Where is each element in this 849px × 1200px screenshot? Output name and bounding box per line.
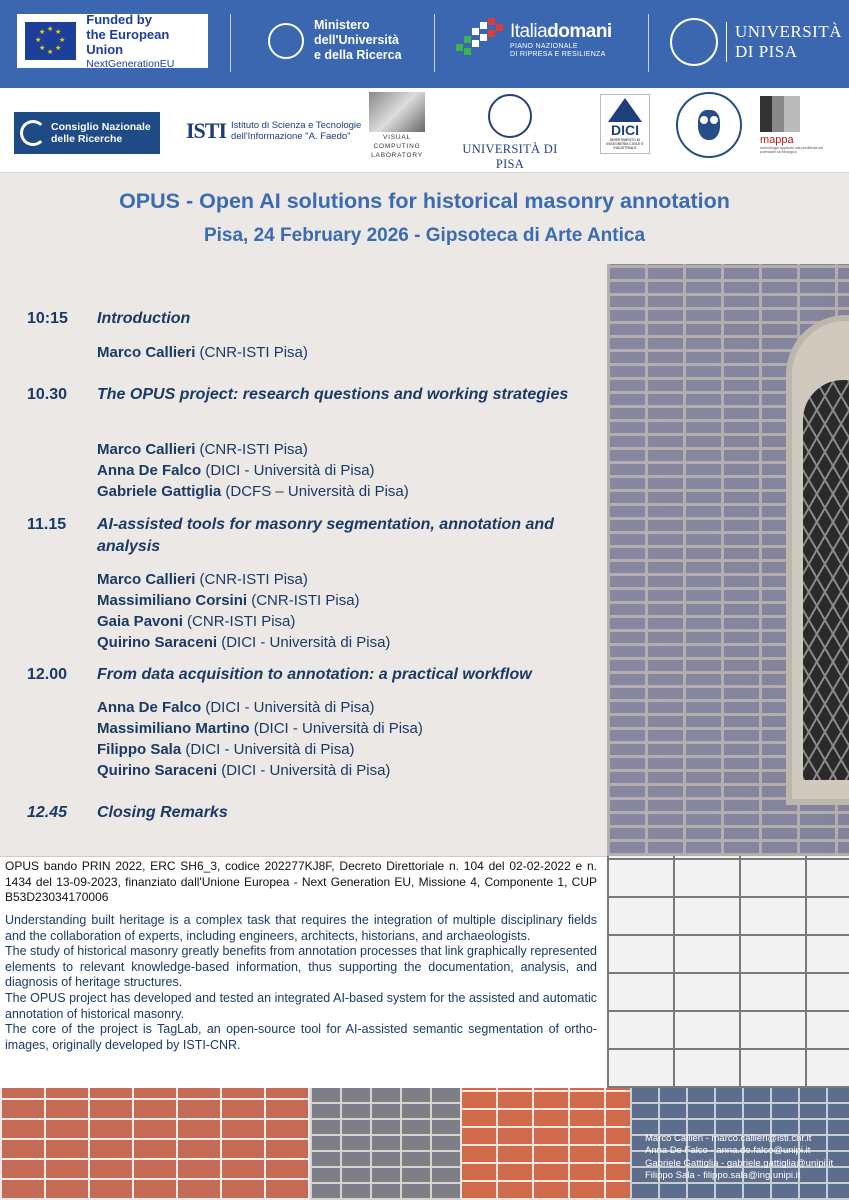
annotated-brick-image (460, 1088, 630, 1200)
vcl-logo (366, 92, 428, 159)
speaker (97, 632, 390, 653)
speaker (97, 718, 423, 739)
speaker-affiliation: (DICI - Università di Pisa) (181, 741, 355, 758)
italiadomani-sub1: PIANO NAZIONALE (510, 43, 578, 50)
speaker-name: Gabriele Gattiglia (97, 483, 222, 500)
funding-text: OPUS bando PRIN 2022, ERC SH6_3, codice 202277KJ8F, Decreto Direttoriale n. 104 del 02-02-2022 e n. 1434 del 13-09-2023, finanziato dall'Unione Europea - Next Generation EU, Missione 4, Componente 1, CUP B53D23034170006 (5, 859, 597, 904)
abstract-paragraph: The OPUS project has developed and tested an integrated AI-based system for the assisted and automatic annotation of historical masonry. (5, 990, 597, 1021)
speaker-name: Quirino Saraceni (97, 762, 218, 779)
mappa-name: mappa (760, 134, 794, 146)
speaker-name: Marco Callieri (97, 344, 196, 361)
speaker (97, 739, 355, 760)
cnr-line2: delle Ricerche (51, 133, 123, 145)
speaker (97, 760, 390, 781)
slot-title: Introduction (97, 310, 191, 327)
eu-flag-icon: ★ ★ ★ ★ ★ ★ ★ ★ (25, 22, 76, 60)
abstract-paragraph: The core of the project is TagLab, an open-source tool for AI-assisted semantic segmentation of ortho-images, originally developed by ISTI-CNR. (5, 1022, 597, 1052)
cnr-logo (14, 112, 160, 154)
isti-logo (186, 118, 361, 144)
speaker-name: Quirino Saraceni (97, 634, 218, 651)
vcl-line2: COMPUTING (373, 143, 421, 150)
contact-line: Gabriele Gattiglia - gabriele.gattiglia@unipi.it (645, 1157, 834, 1169)
mur-line1: Ministero (314, 18, 370, 32)
speaker-affiliation: (CNR-ISTI Pisa) (247, 592, 360, 609)
italian-republic-emblem-icon (268, 23, 304, 59)
unipi-logo (455, 94, 565, 172)
annotated-brick-image (0, 1088, 310, 1200)
speaker-affiliation: (DICI - Università di Pisa) (249, 720, 423, 737)
owl-icon (698, 110, 720, 140)
vcl-mark-icon (369, 92, 425, 132)
speaker-name: Anna De Falco (97, 699, 202, 716)
project-abstract (0, 912, 607, 1084)
speaker-affiliation: (CNR-ISTI Pisa) (195, 571, 308, 588)
eu-line2: the European Union (86, 26, 170, 57)
isti-line2: dell'Informazione "A. Faedo" (231, 131, 351, 142)
speaker (97, 697, 375, 718)
dici-sub: DIPARTIMENTO DI INGEGNERIA CIVILE E INDUSTRIALE (606, 138, 644, 150)
speaker-affiliation: (DICI - Università di Pisa) (201, 699, 375, 716)
speaker-name: Marco Callieri (97, 441, 196, 458)
mappa-logo (760, 96, 838, 156)
slot-title: The OPUS project: research questions and working strategies (97, 386, 569, 403)
speaker-name: Massimiliano Martino (97, 720, 250, 737)
slot-title: Closing Remarks (97, 804, 228, 821)
mur-logo (268, 18, 402, 63)
speaker-name: Anna De Falco (97, 462, 202, 479)
italiadomani-a: Italia (510, 21, 548, 42)
sponsor-banner (0, 0, 849, 88)
unipi-seal-icon (670, 18, 718, 66)
window-lattice-image (803, 380, 849, 780)
stone-masonry-image (310, 1088, 460, 1200)
slot-time: 10.30 (27, 386, 68, 403)
isti-mark: ISTI (186, 118, 227, 143)
isti-line1: Istituto di Scienza e Tecnologie (231, 120, 362, 131)
dcfs-owl-logo (676, 92, 742, 158)
speaker (97, 342, 308, 363)
divider (648, 14, 649, 72)
speaker (97, 481, 409, 502)
speaker-affiliation: (DICI - Università di Pisa) (201, 462, 375, 479)
slot-time: 12.45 (27, 804, 68, 821)
unipi-logo-top (670, 18, 842, 66)
slot-title: From data acquisition to annotation: a practical workflow (97, 666, 532, 683)
italiadomani-sub2: DI RIPRESA E RESILIENZA (510, 51, 606, 58)
abstract-paragraph: The study of historical masonry greatly benefits from annotation processes that link graphically represented elements to relevant knowledge-based information, thus supporting the documentation, analysis, and diagnosis of heritage structures. (5, 944, 597, 990)
speaker-affiliation: (DCFS – Università di Pisa) (221, 483, 409, 500)
speaker-name: Massimiliano Corsini (97, 592, 248, 609)
contact-line: Filippo Sala - filippo.sala@ing.unipi.it (645, 1169, 801, 1181)
partner-logos (0, 88, 849, 172)
vcl-line1: VISUAL (383, 134, 411, 141)
speaker (97, 460, 375, 481)
divider (434, 14, 435, 72)
speaker-affiliation: (CNR-ISTI Pisa) (182, 613, 296, 630)
stone-blocks-image (607, 856, 849, 1088)
speaker-affiliation: (CNR-ISTI Pisa) (195, 441, 308, 458)
speaker (97, 590, 360, 611)
program-panel (0, 264, 607, 856)
event-header (0, 172, 849, 264)
speaker-name: Filippo Sala (97, 741, 182, 758)
speaker (97, 611, 295, 632)
slot-title: AI-assisted tools for masonry segmentation, annotation and analysis (97, 516, 554, 555)
speaker-name: Gaia Pavoni (97, 613, 183, 630)
italiadomani-flag-icon (452, 18, 510, 62)
mur-line2: dell'Università (314, 33, 399, 47)
mappa-sub: metodologie applicate alla predittività del potenziale archeologico (760, 146, 824, 154)
contacts-list (645, 1133, 845, 1182)
slot-time: 11.15 (27, 516, 67, 533)
mur-line3: e della Ricerca (314, 48, 402, 62)
event-title: OPUS - Open AI solutions for historical masonry annotation (119, 189, 730, 213)
eu-line1: Funded by (86, 11, 152, 27)
divider (230, 14, 231, 72)
italiadomani-logo (452, 18, 612, 62)
eu-line3: NextGenerationEU (86, 57, 175, 70)
speaker-affiliation: (DICI - Università di Pisa) (217, 762, 391, 779)
eu-logo (17, 11, 208, 70)
unipi-line2: DI PISA (735, 42, 798, 61)
dici-name: DICI (611, 122, 639, 138)
unipi-seal-icon (488, 94, 532, 138)
dici-triangle-icon (608, 98, 642, 122)
event-subtitle: Pisa, 24 February 2026 - Gipsoteca di Arte Antica (203, 225, 646, 246)
contact-line: Anna De Falco - anna.de.falco@unipi.it (645, 1145, 811, 1157)
speaker (97, 439, 308, 460)
cnr-line1: Consiglio Nazionale (51, 121, 151, 133)
unipi-line1: UNIVERSITÀ (735, 22, 842, 41)
speaker-name: Marco Callieri (97, 571, 196, 588)
mappa-mark-icon (760, 96, 800, 132)
unipi-name: UNIVERSITÀ DI PISA (462, 142, 558, 171)
italiadomani-b: domani (547, 21, 612, 42)
cnr-mark-icon (20, 120, 46, 146)
contact-line: Marco Callieri - marco.callieri@isti.cnr.it (645, 1133, 812, 1144)
vcl-line3: LABORATORY (371, 152, 423, 159)
speaker-affiliation: (DICI - Università di Pisa) (217, 634, 391, 651)
abstract-paragraph: Understanding built heritage is a complex task that requires the integration of multiple disciplinary fields and the collaboration of experts, including engineers, architects, historians, and archaeologists. (5, 913, 597, 943)
speaker-affiliation: (CNR-ISTI Pisa) (195, 344, 308, 361)
dici-logo (600, 94, 650, 154)
slot-time: 12.00 (27, 666, 68, 683)
funding-note (0, 856, 607, 912)
speaker (97, 569, 308, 590)
slot-time: 10:15 (27, 310, 68, 327)
